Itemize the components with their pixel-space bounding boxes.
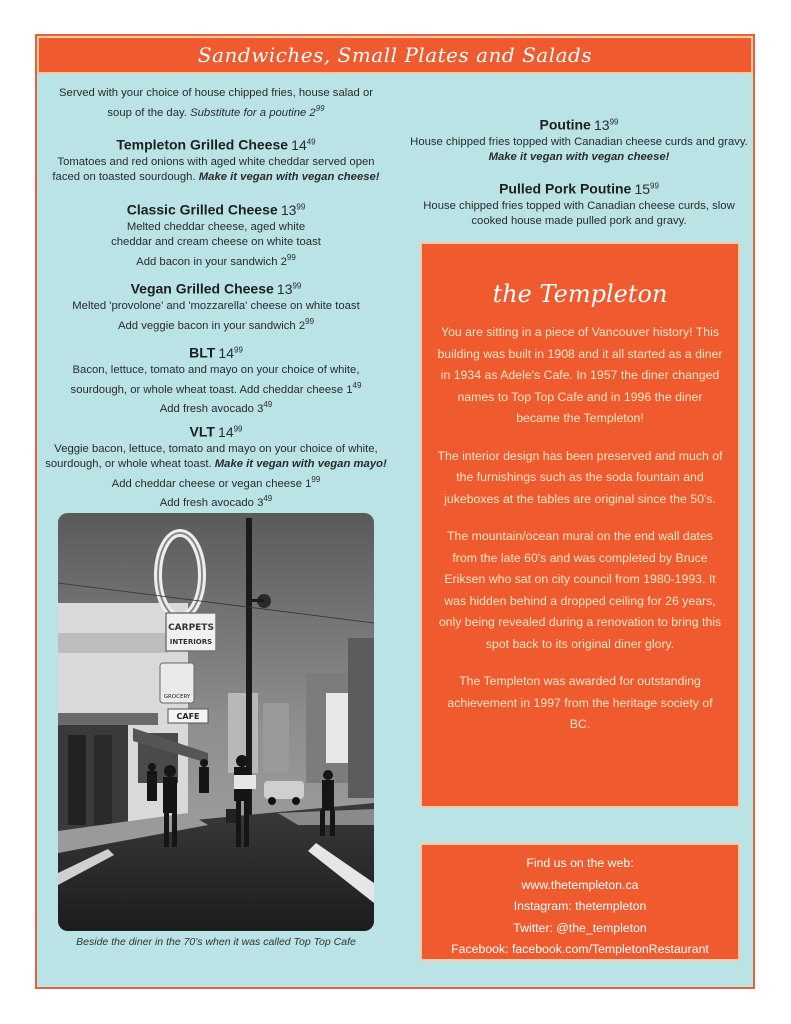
item-heading [50, 342, 382, 363]
item-description: House chipped fries topped with Canadian cheese curds and gravy. [410, 135, 748, 148]
price-dollars: 13 [276, 280, 293, 297]
history-paragraph: The interior design has been preserved and much of the furnishings such as the soda fountain and jukeboxes at the tables are original since the 50's. [437, 448, 723, 506]
contact-box [420, 843, 740, 961]
intro-line [48, 101, 384, 121]
price-cents: 49 [263, 494, 273, 504]
item-addon [50, 397, 382, 417]
historic-street-photo [58, 513, 374, 931]
price-cents: 99 [305, 316, 315, 326]
item-description: Tomatoes and red onions with aged white cheddar served open [57, 155, 375, 168]
price-cents: 99 [292, 281, 302, 290]
price-dollars: 15 [634, 180, 651, 197]
addon-text: Add fresh avocado 3 [159, 403, 264, 416]
item-price [291, 137, 315, 153]
item-description: House chipped fries topped with Canadian cheese curds, slow [423, 199, 735, 212]
addon-text: Add veggie bacon in your sandwich 2 [117, 319, 306, 332]
price-dollars: 14 [291, 136, 307, 153]
price-cents: 99 [296, 202, 306, 211]
item-heading [50, 278, 382, 299]
item-name: Vegan Grilled Cheese [130, 280, 274, 297]
item-addon [50, 314, 382, 334]
instagram-link[interactable]: Instagram: thetempleton [513, 899, 647, 914]
vegan-note: Make it vegan with vegan cheese! [198, 170, 380, 183]
menu-item-pulled-pork-poutine [416, 178, 742, 229]
price-cents: 99 [234, 345, 243, 354]
item-price [277, 281, 301, 297]
price-cents: 99 [311, 474, 321, 484]
street-scene-illustration [58, 513, 374, 931]
price-cents: 49 [352, 380, 362, 390]
item-price [634, 181, 658, 197]
item-heading [40, 134, 392, 155]
sign-cafe: CAFE [176, 712, 200, 721]
price-cents: 99 [233, 424, 243, 433]
item-description: Bacon, lettuce, tomato and mayo on your choice of white, [72, 363, 360, 376]
description-text: faced on toasted sourdough. [52, 170, 199, 183]
item-addon [40, 491, 392, 511]
item-addon [40, 472, 392, 492]
item-description: Melted cheddar cheese, aged white [126, 220, 306, 233]
item-description [40, 457, 392, 472]
price-cents: 49 [306, 137, 316, 146]
contact-heading: Find us on the web: [526, 856, 634, 870]
price-dollars: 13 [280, 201, 297, 218]
menu-item-vlt [40, 421, 392, 511]
twitter-link[interactable]: Twitter: @the_templeton [513, 920, 647, 935]
item-description: Veggie bacon, lettuce, tomato and mayo on your choice of white, [54, 442, 378, 455]
item-description: cooked house made pulled pork and gravy. [471, 214, 687, 227]
description-text: sourdough, or whole wheat toast. Add cheddar cheese 1 [70, 383, 353, 396]
menu-item-poutine [406, 114, 752, 165]
addon-text: Add bacon in your sandwich 2 [136, 255, 287, 268]
intro-substitute [190, 104, 325, 119]
photo-caption: Beside the diner in the 70's when it was called Top Top Cafe [76, 936, 356, 948]
price-dollars: 14 [218, 423, 234, 440]
price-dollars: 13 [594, 116, 610, 133]
history-paragraph: You are sitting in a piece of Vancouver history! This building was built in 1908 and it all started as a diner in 1934 as Adele's Cafe. In 1957 the diner changed names to Top Top Cafe and in 1996 the diner became the Templeton! [437, 325, 723, 425]
item-description [50, 378, 382, 398]
sign-interiors: INTERIORS [169, 638, 213, 646]
item-heading [60, 199, 372, 220]
menu-item-templeton-grilled-cheese [40, 134, 392, 185]
website-link[interactable]: www.thetempleton.ca [521, 877, 639, 892]
menu-item-classic-grilled-cheese [60, 199, 372, 269]
history-title: the Templeton [492, 280, 668, 308]
item-name: Poutine [539, 116, 591, 133]
facebook-link[interactable]: Facebook: facebook.com/TempletonRestaurant [451, 942, 709, 957]
item-description [40, 170, 392, 185]
intro-substitute-text: Substitute for a poutine 2 [190, 106, 316, 119]
item-name: BLT [189, 344, 216, 361]
intro-text-plain: soup of the day. [107, 106, 191, 119]
menu-item-vegan-grilled-cheese [50, 278, 382, 333]
item-name: Classic Grilled Cheese [126, 201, 278, 218]
item-heading [416, 178, 742, 199]
item-price [594, 117, 618, 133]
section-header [37, 36, 753, 74]
menu-item-blt [50, 342, 382, 417]
intro-line: Served with your choice of house chipped fries, house salad or [59, 87, 373, 99]
price-cents: 99 [315, 104, 325, 113]
item-addon [60, 250, 372, 270]
item-price [218, 345, 242, 361]
item-price [218, 424, 242, 440]
price-cents: 49 [263, 400, 273, 410]
item-price [281, 202, 305, 218]
item-name: Templeton Grilled Cheese [116, 136, 289, 153]
item-name: Pulled Pork Poutine [499, 180, 632, 197]
price-cents: 99 [286, 252, 296, 262]
price-dollars: 14 [218, 344, 234, 361]
item-description: cheddar and cream cheese on white toast [111, 235, 321, 248]
addon-text: Add cheddar cheese or vegan cheese 1 [111, 477, 312, 490]
intro-text [48, 86, 384, 121]
vegan-note: Make it vegan with vegan cheese! [488, 150, 670, 163]
item-name: VLT [189, 423, 215, 440]
sign-grocery: GROCERY [163, 694, 191, 700]
item-description: Melted 'provolone' and 'mozzarella' cheese on white toast [72, 299, 360, 312]
section-title: Sandwiches, Small Plates and Salads [197, 43, 593, 67]
price-cents: 99 [650, 181, 659, 190]
vegan-note: Make it vegan with vegan mayo! [214, 457, 387, 470]
history-paragraph: The Templeton was awarded for outstanding achievement in 1997 from the heritage society of BC. [447, 674, 713, 731]
price-cents: 99 [609, 117, 619, 126]
description-text: sourdough, or whole wheat toast. [45, 457, 215, 470]
item-heading [406, 114, 752, 135]
sign-carpets: CARPETS [168, 623, 214, 633]
history-paragraph: The mountain/ocean mural on the end wall dates from the late 60's and was completed by Bruce Eriksen who sat on city council from 1980-1993. It was hidden behind a dropped ceiling for 26 years, only being revealed during a renovation to bring this spot back to its original diner glory. [438, 529, 722, 651]
addon-text: Add fresh avocado 3 [159, 497, 264, 510]
item-heading [40, 421, 392, 442]
history-body [422, 322, 738, 736]
history-box [420, 242, 740, 808]
